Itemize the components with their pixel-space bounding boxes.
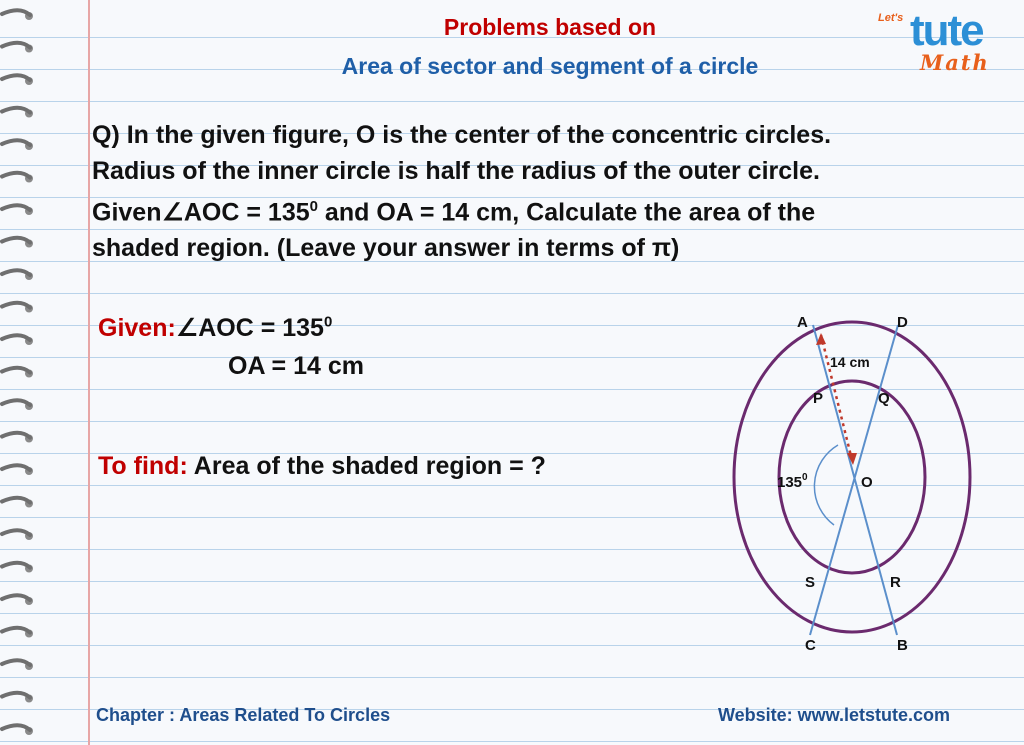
question-text (92, 117, 992, 266)
point-c-label: C (805, 637, 816, 654)
point-a-label: A (797, 314, 808, 331)
binding-ring (2, 693, 30, 698)
to-find-label: To find: (98, 452, 188, 480)
binding-ring (2, 465, 30, 470)
given-section (98, 313, 332, 343)
binding-ring (2, 433, 30, 438)
length-14cm-label: 14 cm (830, 354, 870, 370)
angle-value: 135 (777, 474, 803, 491)
binding-ring (2, 270, 30, 275)
to-find-section (98, 452, 546, 481)
logo-tute: tute (910, 6, 983, 55)
binding-ring (2, 335, 30, 340)
page-title-line2: Area of sector and segment of a circle (341, 53, 759, 79)
point-r-label: R (890, 574, 901, 591)
binding-ring (2, 563, 30, 568)
angle-135-label (777, 472, 808, 491)
question-degree-sup: 0 (309, 198, 318, 215)
letstute-logo (868, 6, 1008, 78)
binding-ring (2, 725, 30, 730)
binding-ring (2, 205, 30, 210)
logo-math: Math (920, 50, 990, 75)
notebook-margin-line (88, 0, 90, 745)
given-angle: ∠AOC = 135 (175, 314, 324, 342)
point-s-label: S (805, 574, 816, 591)
given-angle-sup: 0 (323, 313, 333, 331)
question-line-2: Radius of the inner circle is half the radius of the outer circle. (92, 157, 820, 185)
question-line-3a: Given∠AOC = 135 (92, 198, 310, 227)
given-label: Given: (98, 314, 176, 342)
binding-ring (2, 498, 30, 503)
footer-website: Website: www.letstute.com (718, 705, 951, 725)
spiral-binding (0, 0, 46, 745)
binding-ring (2, 628, 30, 633)
concentric-circles-figure (730, 305, 990, 665)
page-title-line1: Problems based on (443, 14, 657, 40)
point-q-label: Q (878, 390, 890, 407)
binding-ring (2, 140, 30, 145)
to-find-text: Area of the shaded region = ? (187, 452, 546, 480)
question-line-4: shaded region. (Leave your answer in terms of π) (92, 234, 680, 263)
angle-arc (814, 445, 838, 525)
point-p-label: P (813, 390, 824, 407)
binding-ring (2, 595, 30, 600)
binding-ring (2, 530, 30, 535)
binding-ring (2, 173, 30, 178)
point-b-label: B (897, 637, 908, 654)
question-line-1: Q) In the given figure, O is the center of the concentric circles. (92, 121, 832, 149)
binding-ring (2, 400, 30, 405)
logo-lets: Let's (878, 12, 904, 24)
binding-ring (2, 303, 30, 308)
binding-ring (2, 43, 30, 48)
question-line-3b: and OA = 14 cm, Calculate the area of the (317, 198, 816, 227)
point-d-label: D (897, 314, 908, 331)
given-oa: OA = 14 cm (228, 352, 364, 380)
footer-chapter: Chapter : Areas Related To Circles (96, 705, 391, 725)
binding-ring (2, 368, 30, 373)
angle-degree-sup: 0 (802, 472, 808, 483)
point-o-label: O (861, 474, 873, 491)
binding-ring (2, 660, 30, 665)
binding-ring (2, 108, 30, 113)
binding-ring (2, 238, 30, 243)
